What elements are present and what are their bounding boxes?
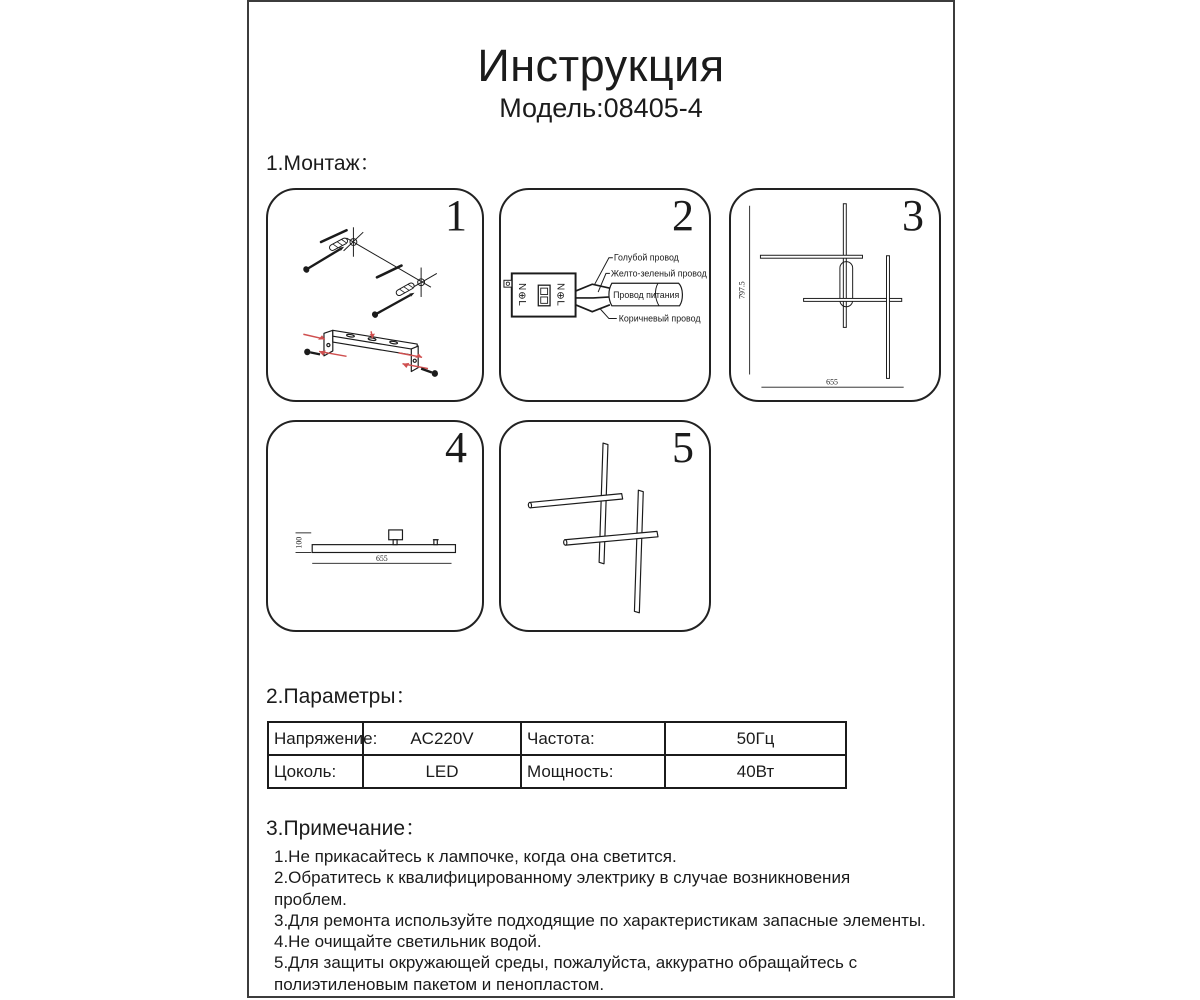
terminal-marking-right: N⊕L: [554, 283, 566, 307]
height-dimension: 100: [294, 536, 304, 549]
montage-panel-5: [499, 420, 711, 632]
wire-label-brown: Коричневый провод: [618, 313, 701, 324]
param-label: Частота:: [521, 722, 665, 755]
note-item: 1.Не прикасайтесь к лампочке, когда она светится.: [274, 847, 677, 866]
panel-number-4: 4: [445, 423, 467, 472]
panel-number-1: 1: [445, 191, 467, 240]
wire-label-yellow-green: Желто-зеленый провод: [610, 268, 707, 279]
screw-and-anchor-lower: [371, 266, 416, 319]
wire-label-power: Провод питания: [613, 289, 680, 300]
param-label: Напряжение:: [268, 722, 363, 755]
table-row: [268, 722, 846, 755]
model-line: Модель:08405-4: [499, 93, 703, 123]
section-heading-params: 2.Параметры：: [266, 685, 417, 708]
parameters-table: [267, 721, 847, 789]
montage-panel-1: [266, 188, 484, 402]
note-item: 4.Не очищайте светильник водой.: [274, 932, 542, 952]
note-item: 3.Для ремонта используйте подходящие по характеристикам запасные элементы.: [274, 910, 926, 930]
param-value: 40Вт: [665, 755, 846, 788]
panel-number-2: 2: [672, 191, 694, 240]
param-label: Цоколь:: [268, 755, 363, 788]
fixture-bars: [760, 204, 901, 379]
param-label: Мощность:: [521, 755, 665, 788]
drill-crosshairs: [344, 227, 437, 297]
param-value: 50Гц: [665, 722, 846, 755]
panel-number-3: 3: [902, 191, 924, 240]
param-value: LED: [363, 755, 521, 788]
width-dimension: 655: [826, 377, 838, 387]
assembled-bars: [528, 443, 658, 613]
montage-panel-3: [729, 188, 941, 402]
montage-panel-4: [266, 420, 484, 632]
table-row: [268, 755, 846, 788]
height-dimension: 797.5: [737, 281, 747, 299]
montage-panel-2: [499, 188, 711, 402]
wire-label-blue: Голубой провод: [613, 252, 679, 263]
param-value: AC220V: [363, 722, 521, 755]
note-item: 5.Для защиты окружающей среды, пожалуйста, аккуратно обращайтесь с полиэтиленовым пакетом и пенопластом.: [274, 953, 858, 994]
wires: [576, 284, 610, 311]
panel-number-5: 5: [672, 423, 694, 472]
section-heading-montage: 1.Монтаж：: [266, 152, 381, 175]
width-dimension: 655: [375, 553, 388, 563]
notes-list: [274, 846, 926, 995]
note-item: 2.Обратитесь к квалифицированному электрику в случае возникновения проблем.: [274, 868, 851, 909]
page-title: Инструкция: [477, 40, 725, 91]
screw-and-anchor-upper: [302, 230, 349, 274]
terminal-marking-left: N⊕L: [516, 283, 528, 307]
instruction-page: [247, 0, 955, 998]
fixture-side-profile: [312, 530, 455, 553]
dimension-lines: [750, 206, 904, 388]
terminal-block: [504, 273, 576, 316]
section-heading-notes: 3.Примечание：: [266, 817, 427, 840]
